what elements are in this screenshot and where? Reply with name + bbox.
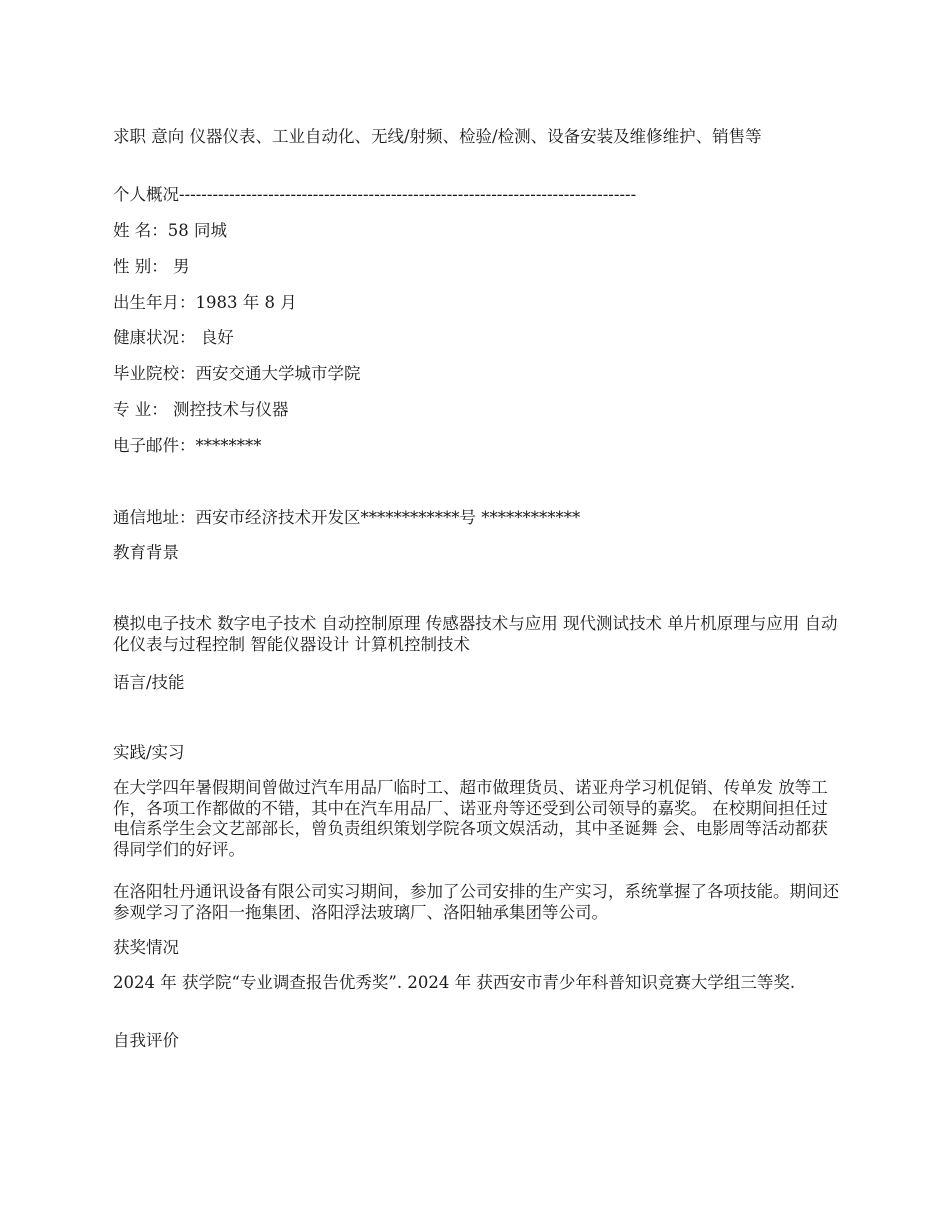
major-field: 专 业： 测控技术与仪器: [113, 400, 289, 419]
practice-paragraph-2: 在洛阳牡丹通讯设备有限公司实习期间，参加了公司安排的生产实习，系统掌握了各项技能。期间还参观学习了洛阳一拖集团、洛阳浮法玻璃厂、洛阳轴承集团等公司。: [113, 882, 839, 922]
education-heading: 教育背景: [113, 543, 179, 562]
awards-heading: 获奖情况: [113, 938, 179, 957]
practice-heading: 实践/实习: [113, 743, 185, 762]
job-objective: 求职 意向 仪器仪表、工业自动化、无线/射频、检验/检测、设备安装及维修维护、销售等: [113, 127, 762, 146]
name-field: 姓 名：58 同城: [113, 221, 227, 240]
health-field: 健康状况： 良好: [113, 328, 234, 347]
gender-field: 性 别： 男: [113, 257, 190, 276]
personal-overview-heading: 个人概况----------------------------------------------------------------------------------: [113, 185, 637, 204]
birth-date-field: 出生年月：1983 年 8 月: [113, 293, 297, 312]
awards-text: 2024 年 获学院“专业调查报告优秀奖”. 2024 年 获西安市青少年科普知识竞赛大学组三等奖.: [113, 973, 796, 992]
language-skills-heading: 语言/技能: [113, 673, 185, 692]
address-field: 通信地址：西安市经济技术开发区************号 ************: [113, 508, 581, 527]
school-field: 毕业院校：西安交通大学城市学院: [113, 364, 361, 383]
email-field: 电子邮件：********: [113, 436, 262, 455]
self-evaluation-heading: 自我评价: [113, 1031, 179, 1050]
practice-paragraph-1: 在大学四年暑假期间曾做过汽车用品厂临时工、超市做理货员、诺亚舟学习机促销、传单发 放等工作，各项工作都做的不错，其中在汽车用品厂、诺亚舟等还受到公司领导的嘉奖。 在校期间担任过电信系学生会文艺部部长，曾负责组织策划学院各项文娱活动，其中圣诞舞 会、电影周等活动都获得同学们的好评。: [113, 778, 828, 859]
courses-list: 模拟电子技术 数字电子技术 自动控制原理 传感器技术与应用 现代测试技术 单片机原理与应用 自动化仪表与过程控制 智能仪器设计 计算机控制技术: [113, 614, 838, 654]
